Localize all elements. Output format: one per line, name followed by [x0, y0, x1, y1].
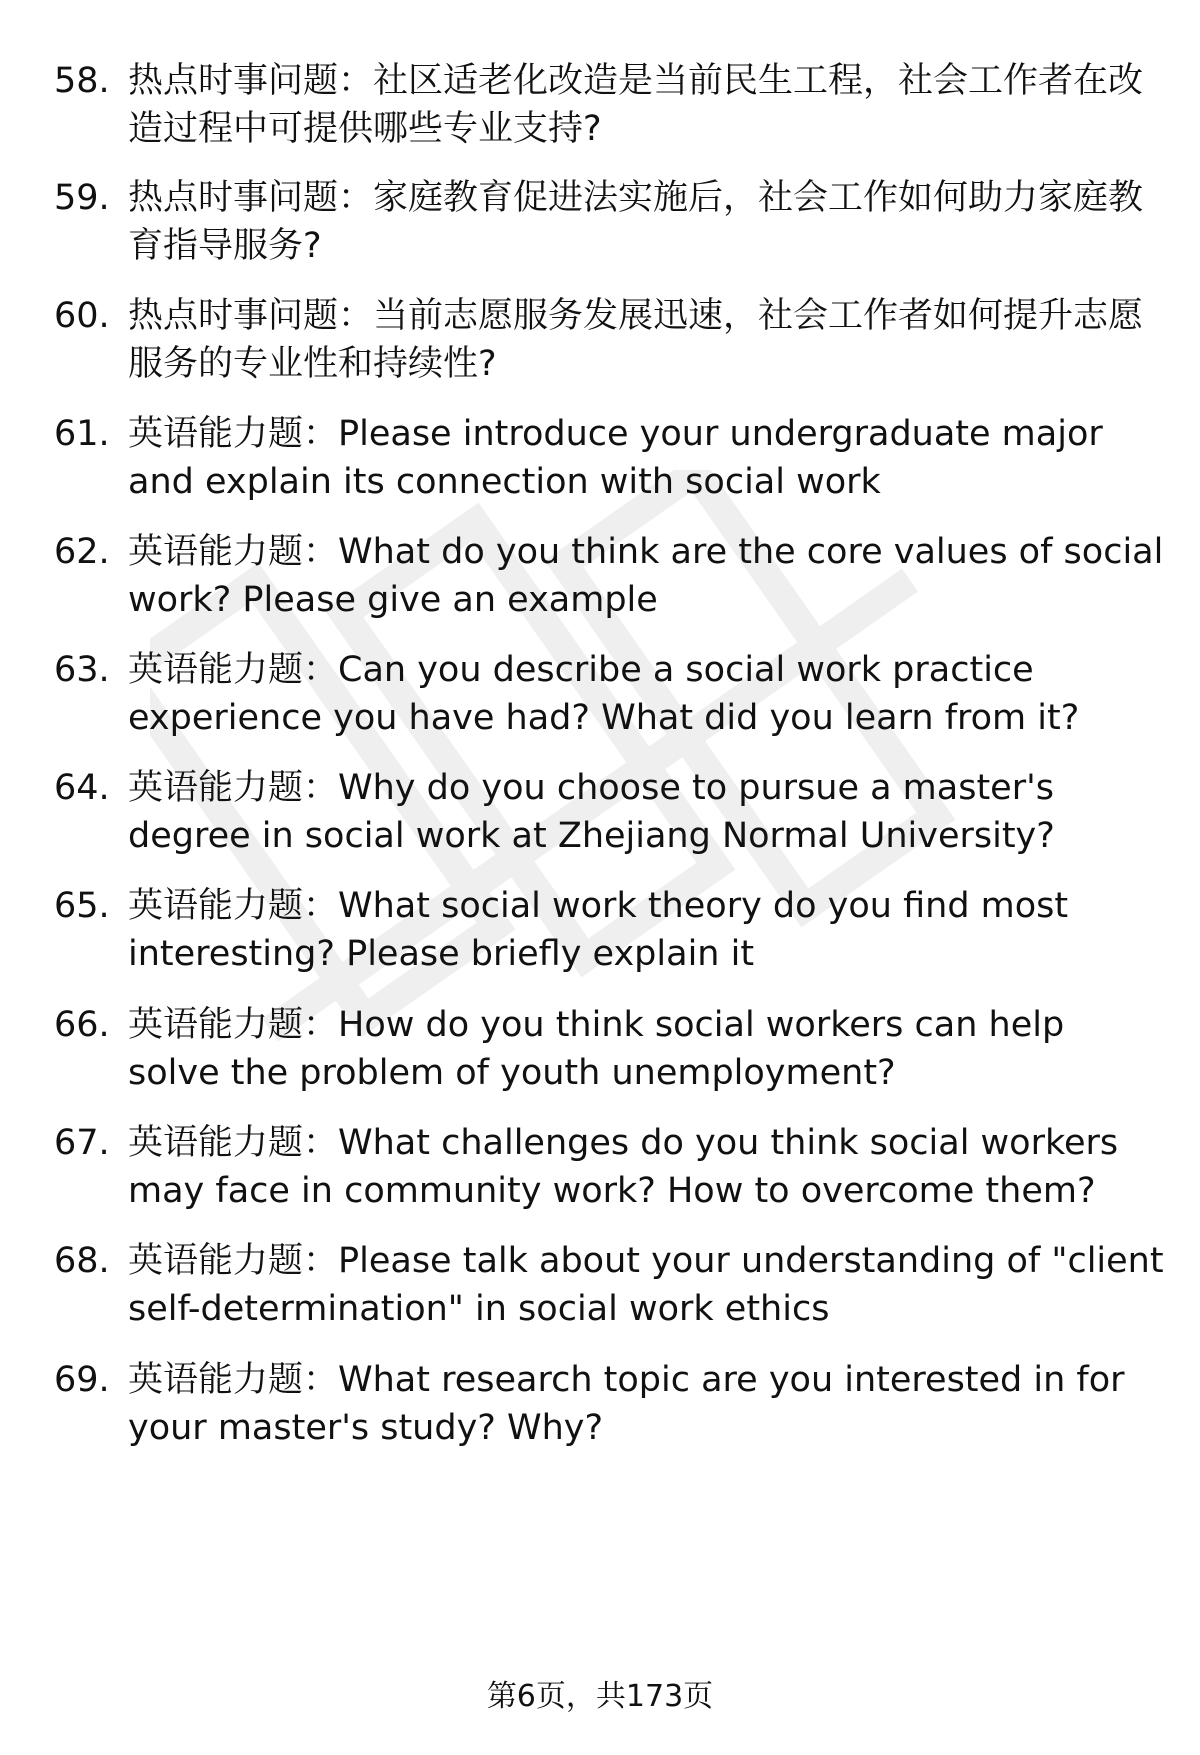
question-body [128, 1237, 1164, 1333]
question-number: 60. [54, 296, 110, 336]
question-69 [54, 1356, 1164, 1452]
question-category: 热点时事问题： [128, 61, 374, 101]
question-number: 61. [54, 414, 110, 454]
question-number: 59. [54, 178, 110, 218]
question-number: 65. [54, 886, 110, 926]
question-text: 当前志愿服务发展迅速，社会工作者如何提升志愿服务的专业性和持续性? [128, 296, 1144, 384]
question-category: 英语能力题： [128, 414, 339, 454]
question-text: What research topic are you interested in for your master's study? Why? [128, 1360, 1125, 1448]
question-64 [54, 764, 1164, 860]
page-indicator: 第6页，共173页 [486, 1679, 714, 1714]
question-category: 英语能力题： [128, 532, 339, 572]
question-category: 热点时事问题： [128, 296, 374, 336]
question-category: 英语能力题： [128, 650, 339, 690]
question-number: 66. [54, 1005, 110, 1045]
question-body [128, 174, 1164, 270]
question-66 [54, 1001, 1164, 1097]
question-text: What do you think are the core values of social work? Please give an example [128, 532, 1164, 620]
question-body [128, 1119, 1164, 1215]
question-number: 58. [54, 61, 110, 101]
question-text: 家庭教育促进法实施后，社会工作如何助力家庭教育指导服务? [128, 178, 1144, 266]
question-text: 社区适老化改造是当前民生工程，社会工作者在改造过程中可提供哪些专业支持? [128, 61, 1144, 149]
question-category: 热点时事问题： [128, 178, 374, 218]
question-body [128, 764, 1164, 860]
question-text: What challenges do you think social workers may face in community work? How to overcome them? [128, 1123, 1119, 1211]
question-category: 英语能力题： [128, 768, 339, 808]
question-text: Why do you choose to pursue a master's degree in social work at Zhejiang Normal University? [128, 768, 1055, 856]
question-number: 63. [54, 650, 110, 690]
question-number: 68. [54, 1241, 110, 1281]
question-body [128, 57, 1164, 153]
question-67 [54, 1119, 1164, 1215]
question-category: 英语能力题： [128, 1360, 339, 1400]
question-text: Can you describe a social work practice experience you have had? What did you learn from it? [128, 650, 1080, 738]
question-number: 62. [54, 532, 110, 572]
question-61 [54, 410, 1164, 506]
question-59 [54, 174, 1164, 270]
question-58 [54, 57, 1164, 153]
question-body [128, 882, 1164, 978]
question-number: 67. [54, 1123, 110, 1163]
question-body [128, 410, 1164, 506]
question-60 [54, 292, 1164, 388]
question-62 [54, 528, 1164, 624]
question-body [128, 292, 1164, 388]
question-number: 64. [54, 768, 110, 808]
question-body [128, 1356, 1164, 1452]
question-category: 英语能力题： [128, 1241, 339, 1281]
question-text: Please introduce your undergraduate major and explain its connection with social work [128, 414, 1103, 502]
question-68 [54, 1237, 1164, 1333]
question-65 [54, 882, 1164, 978]
question-body [128, 646, 1164, 742]
question-text: Please talk about your understanding of "client self-determination" in social work ethics [128, 1241, 1164, 1329]
question-category: 英语能力题： [128, 1005, 339, 1045]
question-63 [54, 646, 1164, 742]
question-category: 英语能力题： [128, 886, 339, 926]
question-text: How do you think social workers can help solve the problem of youth unemployment? [128, 1005, 1065, 1093]
question-body [128, 1001, 1164, 1097]
question-text: What social work theory do you find most interesting? Please briefly explain it [128, 886, 1069, 974]
question-category: 英语能力题： [128, 1123, 339, 1163]
question-body [128, 528, 1164, 624]
question-number: 69. [54, 1360, 110, 1400]
